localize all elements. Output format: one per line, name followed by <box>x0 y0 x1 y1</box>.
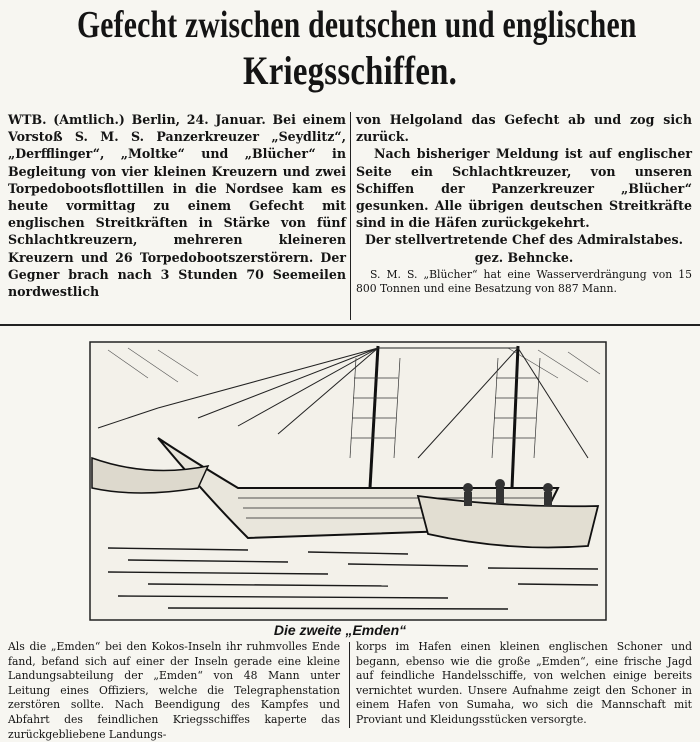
schooner-illustration <box>88 338 608 642</box>
report-dateline: Berlin, 24. Januar. <box>131 112 266 127</box>
section-divider <box>0 324 700 326</box>
report-left-column <box>8 111 346 300</box>
report-source: WTB. <box>8 112 47 127</box>
story-right-column: korps im Hafen einen kleinen englischen Schoner und begann, ebenso wie die große „Emden“, eine frische Jagd auf feindliche Handelsschiffe, von welchen einige bereits vernichtet wurden. Unsere Aufnahme zeigt den Schoner in einem Hafen von Sumaha, wo sich die Mannschaft mit Proviant und Kleidungsstücken versorgte. <box>356 640 692 726</box>
headline-line-2: Kriegsschiffen. <box>242 48 458 93</box>
report-signature-name: gez. Behncke. <box>474 249 574 265</box>
report-right-column <box>356 111 692 296</box>
report-official-tag: (Amtlich.) <box>53 112 125 127</box>
headline-line-1: Gefecht zwischen deutschen und englischen <box>77 4 637 46</box>
bottom-column-divider <box>349 642 350 728</box>
story-left-column: Als die „Emden“ bei den Kokos-Inseln ihr ruhmvolles Ende fand, befand sich auf einer der Inseln gerade eine kleine Landungsabteilung der „Emden“ von 48 Mann unter Leitung eines Offiziers, welche die Telegraphenstation zerstören sollte. Nach Beendigung des Kampfes und Abfahrt des feindlichen Kriegsschiffes kaperte das zurückgebliebene Landungs- <box>8 640 340 741</box>
column-divider <box>350 112 351 320</box>
report-signature-title: Der stellvertretende Chef des Admiralstabes. <box>365 232 683 248</box>
figure-caption: Die zweite „Emden“ <box>273 622 407 638</box>
report-note: S. M. S. „Blücher“ hat eine Wasserverdrängung von 15 800 Tonnen und eine Besatzung von 887 Mann. <box>356 267 692 295</box>
headline <box>0 2 700 94</box>
report-left-body: Bei einem Vorstoß S. M. S. Panzerkreuzer „Seydlitz“, „Derfflinger“, „Moltke“ und „Blücher“ in Begleitung von vier kleinen Kreuzern und zwei Torpedobootsflottillen in die Nordsee kam es heute vormittag zu einem Gefecht mit englischen Streitkräften in Stärke von fünf Schlachtkreuzern, mehreren kleineren Kreuzern und 26 Torpedobootszerstörern. Der Gegner brach nach 3 Stunden 70 Seemeilen nordwestlich <box>8 112 346 300</box>
report-right-paragraph-1: von Helgoland das Gefecht ab und zog sich zurück. <box>356 112 692 145</box>
report-right-paragraph-2: Nach bisheriger Meldung ist auf englischer Seite ein Schlachtkreuzer, von unseren Schiffen der Panzerkreuzer „Blücher“ gesunken. Alle übrigen deutschen Streitkräfte sind in die Häfen zurückgekehrt. <box>356 146 692 231</box>
